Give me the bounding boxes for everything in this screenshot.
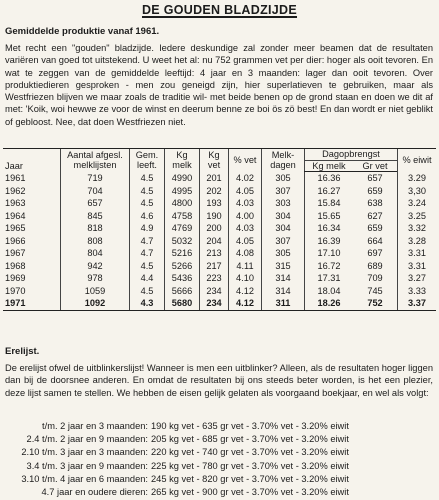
cell-aantal: 1059 [61, 285, 130, 298]
cell-eiwit: 3.31 [398, 260, 437, 273]
table-row [3, 222, 436, 235]
cell-dmelk: 15.65 [305, 210, 354, 223]
cell-melk: 4758 [165, 210, 200, 223]
cell-dagen: 315 [262, 260, 305, 273]
requirement-label: 3.4 t/m. 3 jaar en 9 maanden: [26, 460, 148, 471]
list-item [5, 433, 435, 446]
cell-vet: 223 [200, 272, 229, 285]
cell-pvet: 4.02 [229, 172, 262, 185]
header-dag-kg-melk: Kg melk [305, 160, 354, 172]
cell-leeft: 4.5 [130, 260, 165, 273]
cell-eiwit: 3.37 [398, 297, 437, 310]
cell-aantal: 845 [61, 210, 130, 223]
requirement-value: 205 kg vet - 685 gr vet - 3.70% vet - 3.20% eiwit [151, 434, 349, 445]
requirement-value: 225 kg vet - 780 gr vet - 3.70% vet - 3.20% eiwit [151, 460, 349, 471]
cell-leeft: 4.9 [130, 222, 165, 235]
header-pct-eiwit: % eiwit [398, 149, 437, 172]
cell-aantal: 978 [61, 272, 130, 285]
cell-melk: 5216 [165, 247, 200, 260]
header-gem-leeft: Gem. leeft. [130, 149, 165, 172]
erelijst-paragraph: De erelijst ofwel de uitblinkerslijst! Wanneer is men een uitblinker? Alleen, als de resultaten hoger liggen dan bij de doorsnee anderen. En omdat de resultaten bij ons steeds beter worden, is het een plezier, deze lijst samen te stellen. We hebben de eisen gelijk gelaten als voorgaand boekjaar, en wel als volgt: [5, 363, 433, 398]
requirement-value: 220 kg vet - 740 gr vet - 3.70% vet - 3.20% eiwit [151, 447, 349, 458]
header-aantal: Aantal afgesl. melklijsten [61, 149, 130, 172]
cell-dvet: 664 [367, 235, 383, 246]
cell-dagen: 314 [262, 285, 305, 298]
cell-pvet: 4.00 [229, 210, 262, 223]
cell-leeft: 4.6 [130, 210, 165, 223]
cell-leeft: 4.4 [130, 272, 165, 285]
table-row [3, 235, 436, 248]
cell-dmelk: 16.34 [305, 222, 354, 235]
table-row-highlight [3, 297, 436, 310]
cell-dvet: 745 [367, 285, 383, 296]
cell-dvet: 697 [367, 248, 383, 259]
cell-vet: 234 [200, 297, 229, 310]
list-item [5, 460, 435, 473]
cell-pvet: 4.11 [229, 260, 262, 273]
cell-leeft: 4.7 [130, 235, 165, 248]
cell-vet: 200 [200, 222, 229, 235]
cell-dagen: 304 [262, 210, 305, 223]
header-dagopbrengst: Dagopbrengst [305, 149, 398, 161]
cell-leeft: 4.3 [130, 297, 165, 310]
cell-melk: 5032 [165, 235, 200, 248]
cell-leeft: 4.5 [130, 185, 165, 198]
requirements-list [5, 420, 435, 499]
cell-pvet: 4.05 [229, 235, 262, 248]
cell-dvet: 659 [367, 223, 383, 234]
cell-dvet: 627 [367, 210, 383, 221]
cell-vet: 190 [200, 210, 229, 223]
header-jaar: Jaar [3, 149, 61, 172]
cell-melk: 4800 [165, 197, 200, 210]
requirement-value: 265 kg vet - 900 gr vet - 3.70% vet - 3.20% eiwit [151, 487, 349, 498]
cell-aantal: 1092 [61, 297, 130, 310]
requirement-label: 2.10 t/m. 3 jaar en 3 maanden: [21, 447, 148, 458]
cell-pvet: 4.03 [229, 222, 262, 235]
cell-dmelk: 16.36 [305, 172, 354, 185]
cell-pvet: 4.10 [229, 272, 262, 285]
cell-melk: 4995 [165, 185, 200, 198]
cell-dmelk: 18.04 [305, 285, 354, 298]
cell-leeft: 4.5 [130, 172, 165, 185]
cell-dvet: 709 [367, 273, 383, 284]
cell-dmelk: 18.26 [305, 297, 354, 310]
cell-pvet: 4.12 [229, 285, 262, 298]
cell-dvet: 752 [353, 297, 398, 310]
cell-vet: 234 [200, 285, 229, 298]
cell-dmelk: 17.31 [305, 272, 354, 285]
requirement-label: 3.10 t/m. 4 jaar en 6 maanden: [21, 473, 148, 484]
table-row [3, 197, 436, 210]
cell-eiwit: 3.33 [398, 285, 437, 298]
cell-leeft: 4.7 [130, 247, 165, 260]
cell-jaar: 1967 [5, 248, 26, 259]
cell-dvet: 638 [367, 198, 383, 209]
cell-melk: 5666 [165, 285, 200, 298]
section-heading: Gemiddelde produktie vanaf 1961. [5, 26, 160, 37]
table-row [3, 185, 436, 198]
cell-dmelk: 15.84 [305, 197, 354, 210]
cell-jaar: 1970 [5, 285, 26, 296]
table-row [3, 247, 436, 260]
cell-eiwit: 3,30 [398, 185, 437, 198]
header-melkdagen: Melk-dagen [262, 149, 305, 172]
header-dag-gr-vet: Gr vet [353, 160, 398, 172]
cell-dvet: 659 [367, 185, 383, 196]
cell-dmelk: 17.10 [305, 247, 354, 260]
cell-dmelk: 16.27 [305, 185, 354, 198]
cell-dmelk: 16.39 [305, 235, 354, 248]
cell-aantal: 808 [61, 235, 130, 248]
header-kg-vet: Kg vet [200, 149, 229, 172]
cell-melk: 5436 [165, 272, 200, 285]
cell-vet: 201 [200, 172, 229, 185]
cell-aantal: 804 [61, 247, 130, 260]
cell-dagen: 311 [262, 297, 305, 310]
cell-jaar: 1964 [5, 210, 26, 221]
cell-eiwit: 3.32 [398, 222, 437, 235]
cell-aantal: 704 [61, 185, 130, 198]
cell-jaar: 1965 [5, 223, 26, 234]
cell-aantal: 942 [61, 260, 130, 273]
cell-vet: 217 [200, 260, 229, 273]
cell-vet: 193 [200, 197, 229, 210]
cell-dagen: 304 [262, 222, 305, 235]
cell-jaar: 1971 [3, 297, 61, 310]
requirement-label: 4.7 jaar en oudere dieren: [41, 487, 148, 498]
cell-dagen: 303 [262, 197, 305, 210]
cell-aantal: 657 [61, 197, 130, 210]
cell-dagen: 305 [262, 247, 305, 260]
table-body [3, 172, 436, 311]
cell-aantal: 719 [61, 172, 130, 185]
list-item [5, 420, 435, 433]
cell-jaar: 1961 [5, 173, 26, 183]
header-kg-melk: Kg melk [165, 149, 200, 172]
list-item [5, 473, 435, 486]
cell-dagen: 305 [262, 172, 305, 185]
header-pct-vet: % vet [229, 149, 262, 172]
cell-eiwit: 3.28 [398, 235, 437, 248]
cell-dagen: 307 [262, 185, 305, 198]
cell-pvet: 4.03 [229, 197, 262, 210]
list-item [5, 486, 435, 499]
cell-leeft: 4.5 [130, 197, 165, 210]
requirement-value: 190 kg vet - 635 gr vet - 3.70% vet - 3.20% eiwit [151, 421, 349, 431]
table-row [3, 272, 436, 285]
cell-jaar: 1962 [5, 185, 26, 196]
requirement-label: t/m. 2 jaar en 3 maanden: [42, 421, 148, 431]
cell-melk: 5680 [165, 297, 200, 310]
cell-melk: 5266 [165, 260, 200, 273]
cell-dagen: 307 [262, 235, 305, 248]
cell-jaar: 1966 [5, 235, 26, 246]
cell-vet: 202 [200, 185, 229, 198]
erelijst-heading: Erelijst. [5, 346, 40, 357]
table-row [3, 285, 436, 298]
requirement-label: 2.4 t/m. 2 jaar en 9 maanden: [26, 434, 148, 445]
page-title: DE GOUDEN BLADZIJDE [141, 3, 298, 17]
cell-jaar: 1963 [5, 198, 26, 209]
production-table [3, 148, 436, 311]
cell-dagen: 314 [262, 272, 305, 285]
cell-vet: 204 [200, 235, 229, 248]
cell-eiwit: 3.31 [398, 247, 437, 260]
cell-eiwit: 3.25 [398, 210, 437, 223]
cell-melk: 4990 [165, 172, 200, 185]
cell-eiwit: 3.29 [398, 172, 437, 185]
cell-leeft: 4.5 [130, 285, 165, 298]
cell-dvet: 689 [367, 260, 383, 271]
table-row [3, 172, 436, 185]
cell-dmelk: 16.72 [305, 260, 354, 273]
cell-aantal: 818 [61, 222, 130, 235]
cell-pvet: 4.12 [229, 297, 262, 310]
cell-eiwit: 3.27 [398, 272, 437, 285]
list-item [5, 446, 435, 459]
cell-dvet: 657 [367, 173, 383, 184]
cell-jaar: 1968 [5, 260, 26, 271]
table-row [3, 260, 436, 273]
cell-vet: 213 [200, 247, 229, 260]
table-row [3, 210, 436, 223]
cell-pvet: 4.05 [229, 185, 262, 198]
cell-jaar: 1969 [5, 273, 26, 284]
cell-melk: 4769 [165, 222, 200, 235]
intro-paragraph: Met recht een "gouden" bladzijde. Iedere deskundige zal zonder meer beamen dat de resultaten variëren van goed tot uitstekend. U weet het al: nu 752 grammen vet per dier: hoger als ooit tevoren. En wat te zeggen van de gemiddelde leeftijd: 4 jaar en 3 maanden: lager dan ooit tevoren. Over produktiedieren gesproken - men zou geneigd zijn, hier superlatieven te gebruiken, maar als Westfriezen blijven we maar zoals de traditie wil- met beide benen op de grond staan en doen we dit af met: 'Koik, woi hewwe ze voor de winst en deerum benne ze boi ös zö best! En dan wordt er niet geblikt of gebloost. Nee, dat doen Westfriezen niet. [5, 43, 433, 127]
cell-eiwit: 3.24 [398, 197, 437, 210]
cell-pvet: 4.08 [229, 247, 262, 260]
requirement-value: 245 kg vet - 820 gr vet - 3.70% vet - 3.20% eiwit [151, 473, 349, 484]
